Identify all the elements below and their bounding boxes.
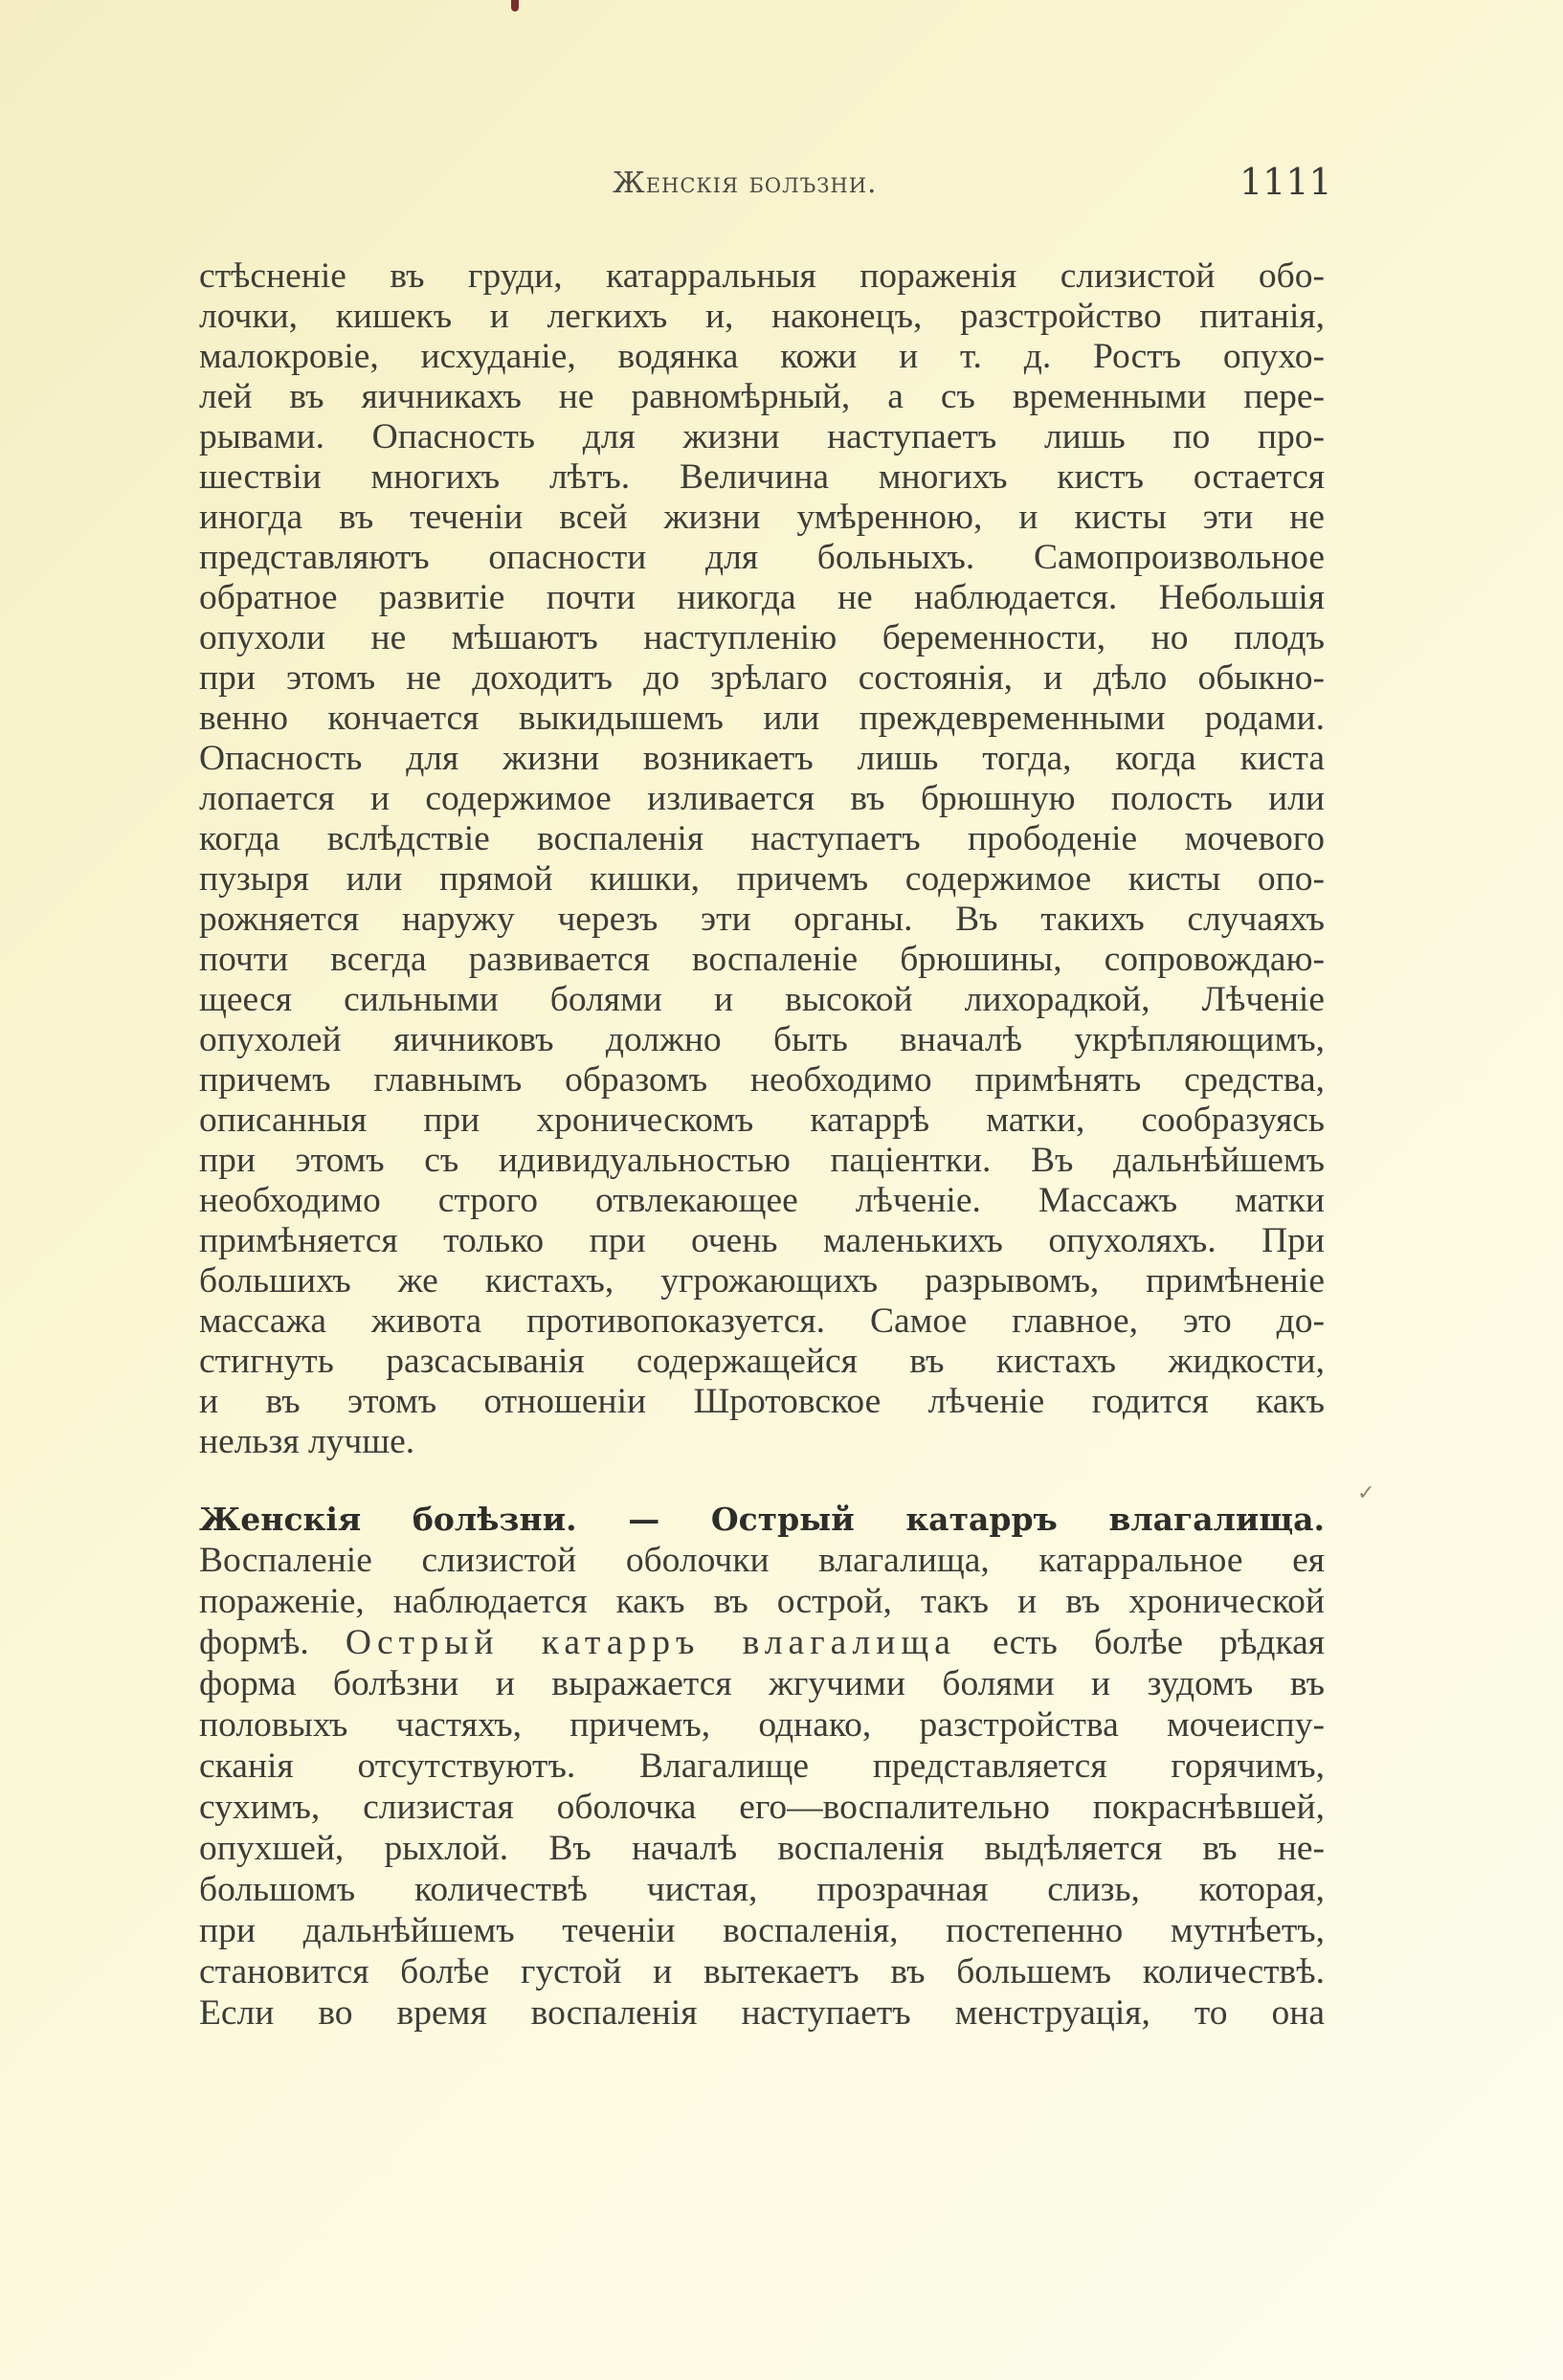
section-line: Если во время воспаленія наступаетъ менструація, то она (199, 1993, 1325, 2033)
text-line: когда вслѣдствіе воспаленія наступаетъ прободеніе мочевого (199, 819, 1325, 858)
section-line: Воспаленіе слизистой оболочки влагалища, катарральное ея (199, 1541, 1325, 1580)
section-line: сканія отсутствуютъ. Влагалище представляется горячимъ, (199, 1746, 1325, 1786)
text-line: лопается и содержимое изливается въ брюшную полость или (199, 779, 1325, 818)
text-line: примѣняется только при очень маленькихъ опухоляхъ. При (199, 1221, 1325, 1260)
line-start: формѣ. (199, 1623, 309, 1662)
text-line: при этомъ не доходитъ до зрѣлаго состоянія, и дѣло обыкно- (199, 658, 1325, 698)
text-line: стигнуть разсасыванія содержащейся въ кистахъ жидкости, (199, 1342, 1325, 1381)
text-line: рожняется наружу черезъ эти органы. Въ такихъ случаяхъ (199, 900, 1325, 939)
text-line: необходимо строго отвлекающее лѣченіе. Массажъ матки (199, 1181, 1325, 1220)
text-line: малокровіе, исхуданіе, водянка кожи и т. д. Ростъ опухо- (199, 337, 1325, 376)
text-line: массажа живота противопоказуется. Самое главное, это до- (199, 1301, 1325, 1341)
section-heading: Женскія болѣзни. — Острый катарръ влагалища. (199, 1501, 1325, 1538)
running-title: Женскія болъзни. (613, 167, 878, 200)
section-line: форма болѣзни и выражается жгучими болями и зудомъ въ (199, 1664, 1325, 1703)
page-number: 1111 (1239, 161, 1332, 203)
text-line: причемъ главнымъ образомъ необходимо примѣнять средства, (199, 1060, 1325, 1100)
text-line: стѣсненіе въ груди, катарральныя пораженія слизистой обо- (199, 256, 1325, 296)
text-line: большихъ же кистахъ, угрожающихъ разрывомъ, примѣненіе (199, 1261, 1325, 1301)
text-line: щееся сильными болями и высокой лихорадкой, Лѣченіе (199, 980, 1325, 1019)
text-line: нельзя лучше. (199, 1422, 415, 1461)
line-tail: есть болѣе рѣдкая (993, 1623, 1325, 1662)
section-line: половыхъ частяхъ, причемъ, однако, разстройства мочеиспу- (199, 1705, 1325, 1745)
section-line: сухимъ, слизистая оболочка его—воспалительно покраснѣвшей, (199, 1788, 1325, 1827)
text-line: рывами. Опасность для жизни наступаетъ лишь по про- (199, 417, 1325, 456)
text-line: Опасность для жизни возникаетъ лишь тогда, когда киста (199, 739, 1325, 778)
section-line: большомъ количествѣ чистая, прозрачная слизь, которая, (199, 1870, 1325, 1909)
text-line: при этомъ съ идивидуальностью паціентки. Въ дальнѣйшемъ (199, 1141, 1325, 1180)
text-line: опухоли не мѣшаютъ наступленію беременности, но плодъ (199, 618, 1325, 657)
text-line: лочки, кишекъ и легкихъ и, наконецъ, разстройство питанія, (199, 297, 1325, 336)
text-line: пузыря или прямой кишки, причемъ содержимое кисты опо- (199, 859, 1325, 899)
text-line: шествіи многихъ лѣтъ. Величина многихъ кистъ остается (199, 457, 1325, 497)
text-line: и въ этомъ отношеніи Шротовское лѣченіе годится какъ (199, 1382, 1325, 1421)
text-line: венно кончается выкидышемъ или преждевременными родами. (199, 699, 1325, 738)
text-line: опухолей яичниковъ должно быть вначалѣ укрѣпляющимъ, (199, 1020, 1325, 1059)
text-line: описанныя при хроническомъ катаррѣ матки, сообразуясь (199, 1101, 1325, 1140)
section-line: пораженіе, наблюдается какъ въ острой, такъ и въ хронической (199, 1582, 1325, 1621)
section-line: опухшей, рыхлой. Въ началѣ воспаленія выдѣляется въ не- (199, 1829, 1325, 1868)
spaced-term: Острый катарръ влагалища (345, 1623, 956, 1662)
text-line: лей въ яичникахъ не равномѣрный, а съ временными пере- (199, 377, 1325, 416)
section-line: при дальнѣйшемъ теченіи воспаленія, постепенно мутнѣетъ, (199, 1911, 1325, 1950)
margin-check-mark: ✓ (1357, 1481, 1375, 1505)
text-line: обратное развитіе почти никогда не наблюдается. Небольшія (199, 578, 1325, 617)
section-line: становится болѣе густой и вытекаетъ въ большемъ количествѣ. (199, 1952, 1325, 1991)
section-line (199, 1622, 1325, 1664)
text-line: почти всегда развивается воспаленіе брюшины, сопровождаю- (199, 940, 1325, 979)
text-line: иногда въ теченіи всей жизни умѣренною, и кисты эти не (199, 498, 1325, 537)
text-line: представляютъ опасности для больныхъ. Самопроизвольное (199, 538, 1325, 577)
